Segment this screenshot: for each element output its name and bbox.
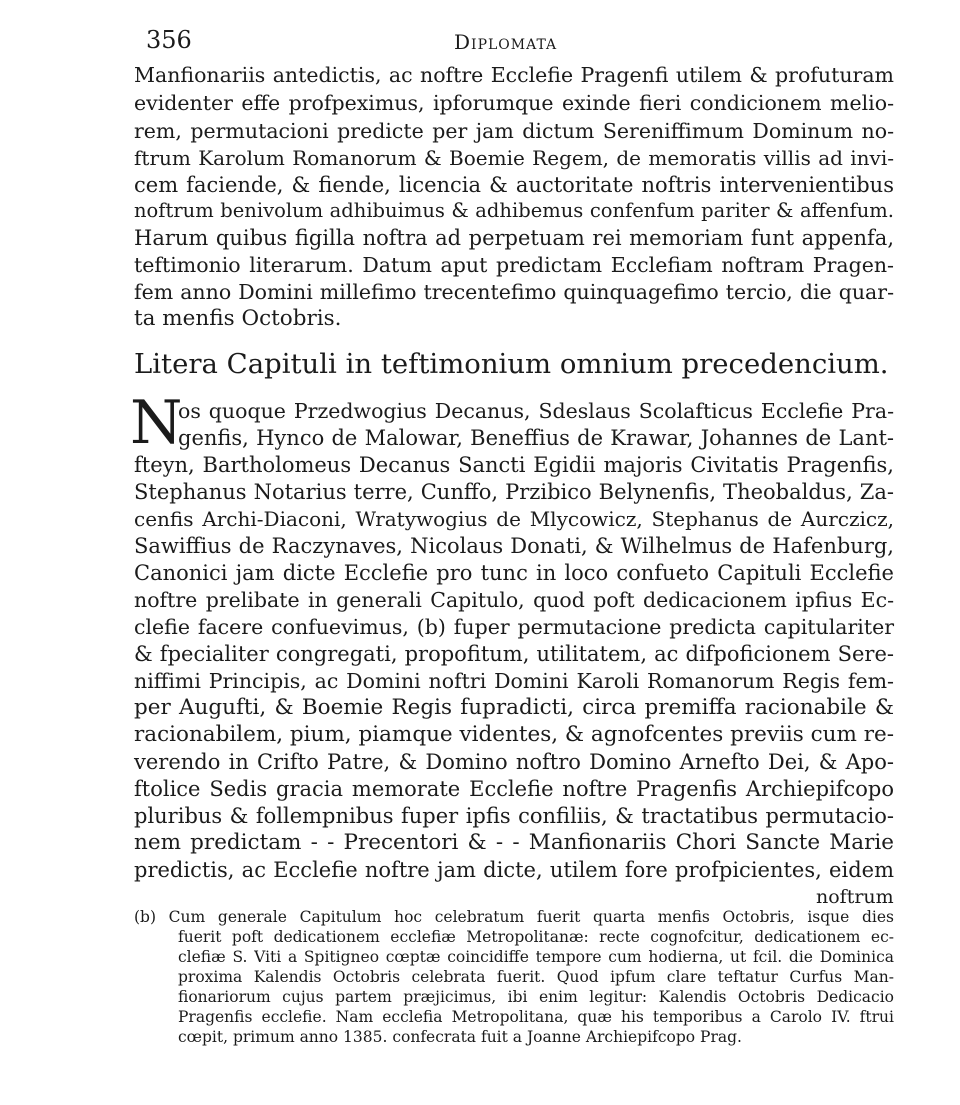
catchword: noftrum: [816, 886, 894, 908]
text-line: per Augufti, & Boemie Regis fupradicti, circa premiffa racionabile &: [134, 695, 894, 720]
text-line: Sawiffius de Raczynaves, Nicolaus Donati, & Wilhelmus de Hafenburg,: [134, 534, 894, 558]
text-line: niffimi Principis, ac Domini noftri Domini Karoli Romanorum Regis fem-: [134, 669, 894, 693]
text-line: ftolice Sedis gracia memorate Ecclefie noftre Pragenfis Archiepifcopo: [134, 777, 894, 801]
text-line: genfis, Hynco de Malowar, Beneffius de Krawar, Johannes de Lant-: [178, 426, 894, 450]
text-line: & fpecialiter congregati, propofitum, utilitatem, ac difpoficionem Sere-: [134, 642, 894, 666]
footnote-line: fuerit poft dedicationem ecclefiæ Metropolitanæ: recte cognofcitur, dedicationem ec-: [178, 928, 894, 946]
footnote-line: fionariorum cujus partem præjicimus, ibi enim legitur: Kalendis Octobris Dedicacio: [178, 988, 894, 1006]
page-number: 356: [146, 26, 192, 54]
footnote-line: clefiæ S. Viti a Spitigneo cœptæ coincidiffe tempore cum hodierna, ut fcil. die Dominica: [178, 948, 894, 966]
text-line: Manfionariis antedictis, ac noftre Ecclefie Pragenfi utilem & profuturam: [134, 63, 894, 87]
text-line: nem predictam - - Precentori & - - Manfionariis Chori Sancte Marie: [134, 830, 894, 855]
drop-cap: N: [130, 388, 183, 458]
footnote-line: proxima Kalendis Octobris celebrata fuerit. Quod ipfum clare teftatur Curfus Man-: [178, 968, 894, 986]
footnote-line: cœpit, primum anno 1385. confecrata fuit a Joanne Archiepifcopo Prag.: [178, 1028, 742, 1046]
section-heading: Litera Capituli in teftimonium omnium precedencium.: [134, 348, 889, 380]
text-line: os quoque Przedwogius Decanus, Sdeslaus Scolafticus Ecclefie Pra-: [178, 399, 894, 423]
text-line: Stephanus Notarius terre, Cunffo, Przibico Belynenfis, Theobaldus, Za-: [134, 480, 894, 504]
text-line: ta menfis Octobris.: [134, 306, 342, 331]
text-line: fem anno Domini millefimo trecentefimo quinquagefimo tercio, die quar-: [134, 280, 894, 304]
text-line: Canonici jam dicte Ecclefie pro tunc in loco confueto Capituli Ecclefie: [134, 561, 894, 585]
text-line: fteyn, Bartholomeus Decanus Sancti Egidii majoris Civitatis Pragenfis,: [134, 453, 894, 477]
text-line: rem, permutacioni predicte per jam dictum Sereniffimum Dominum no-: [134, 119, 894, 143]
text-line: ftrum Karolum Romanorum & Boemie Regem, de memoratis villis ad invi-: [134, 146, 894, 170]
text-line: predictis, ac Ecclefie noftre jam dicte, utilem fore profpicientes, eidem: [134, 858, 894, 882]
text-line: Harum quibus figilla noftra ad perpetuam rei memoriam funt appenfa,: [134, 226, 894, 250]
text-line: racionabilem, pium, piamque videntes, & agnofcentes previis cum re-: [134, 722, 894, 747]
text-line: clefie facere confuevimus, (b) fuper permutacione predicta capitulariter: [134, 615, 894, 639]
text-line: cem faciende, & fiende, licencia & auctoritate noftris intervenientibus: [134, 173, 894, 197]
text-line: noftrum benivolum adhibuimus & adhibemus confenfum pariter & affenfum.: [134, 199, 894, 222]
text-line: verendo in Crifto Patre, & Domino noftro Domino Arnefto Dei, & Apo-: [134, 750, 894, 774]
text-line: pluribus & follempnibus fuper ipfis confiliis, & tractatibus permutacio-: [134, 804, 894, 828]
footnote-line: Pragenfis ecclefie. Nam ecclefia Metropolitana, quæ his temporibus a Carolo IV. ftrui: [178, 1008, 894, 1026]
text-line: cenfis Archi-Diaconi, Wratywogius de Mlycowicz, Stephanus de Aurczicz,: [134, 507, 894, 531]
running-header: [0, 26, 960, 60]
running-title: Diplomata: [454, 30, 558, 54]
text-line: noftre prelibate in generali Capitulo, quod poft dedicacionem ipfius Ec-: [134, 588, 894, 612]
text-line: teftimonio literarum. Datum aput predictam Ecclefiam noftram Pragen-: [134, 253, 894, 277]
footnote-line: (b) Cum generale Capitulum hoc celebratum fuerit quarta menfis Octobris, isque dies: [134, 908, 894, 926]
text-line: evidenter effe profpeximus, ipforumque exinde fieri condicionem melio-: [134, 91, 894, 115]
